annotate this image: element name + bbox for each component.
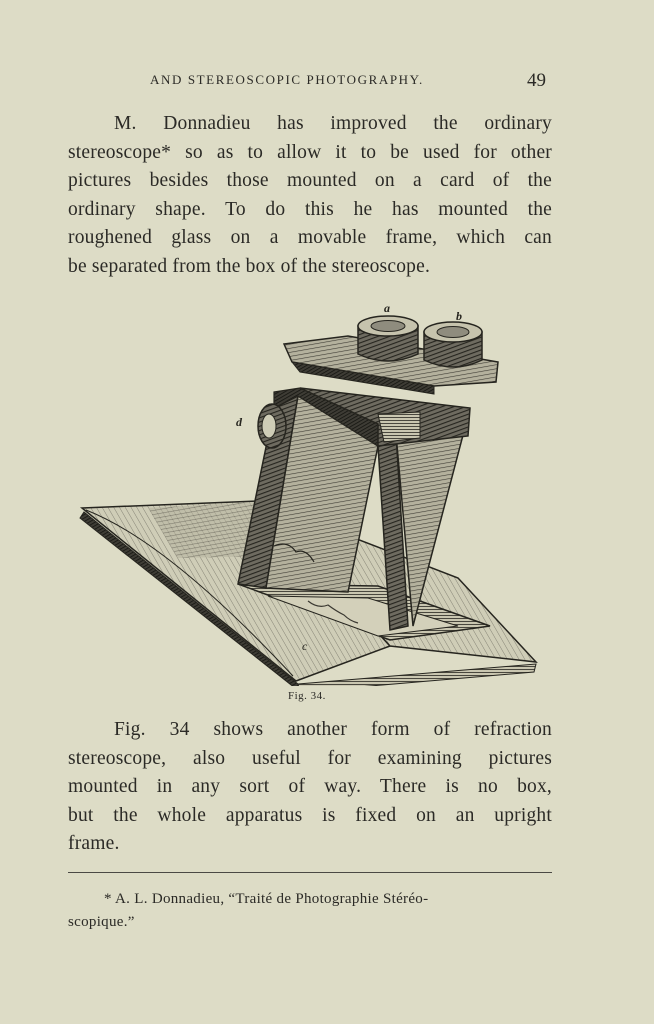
footnote-line: scopique.” — [68, 914, 135, 930]
footnote — [68, 888, 552, 934]
footnote-divider — [68, 872, 552, 873]
text-line: mounted in any sort of way. There is no box, — [68, 776, 552, 797]
text-line: stereoscope, also useful for examining pictures — [68, 747, 552, 769]
text-line: pictures besides those mounted on a card of the — [68, 170, 552, 191]
stereoscope-engraving — [78, 296, 540, 686]
page-number: 49 — [527, 70, 546, 91]
paragraph-donnadieu — [68, 110, 552, 281]
figure-label-b: b — [456, 309, 462, 323]
text-line: stereoscope* so as to allow it to be used for other — [68, 141, 552, 163]
text-line: frame. — [68, 833, 120, 854]
left-eyepiece — [358, 316, 418, 361]
text-line: Fig. 34 shows another form of refraction — [114, 719, 552, 740]
focus-knob — [258, 404, 286, 448]
running-head: AND STEREOSCOPIC PHOTOGRAPHY. — [150, 72, 424, 87]
footnote-line: * A. L. Donnadieu, “Traité de Photographie Stéréo- — [104, 891, 429, 907]
text-line: M. Donnadieu has improved the ordinary — [114, 113, 552, 134]
figure-label-a: a — [384, 301, 390, 315]
text-line: ordinary shape. To do this he has mounted the — [68, 198, 552, 220]
figure-label-c: c — [302, 639, 308, 653]
text-line: but the whole apparatus is fixed on an upright — [68, 804, 552, 826]
figure-label-d: d — [236, 415, 242, 429]
right-eyepiece — [424, 322, 482, 367]
figure-caption: Fig. 34. — [288, 690, 326, 702]
text-line: be separated from the box of the stereoscope. — [68, 255, 431, 277]
text-line: roughened glass on a movable frame, which can — [68, 227, 552, 248]
paragraph-fig-34 — [68, 716, 552, 859]
